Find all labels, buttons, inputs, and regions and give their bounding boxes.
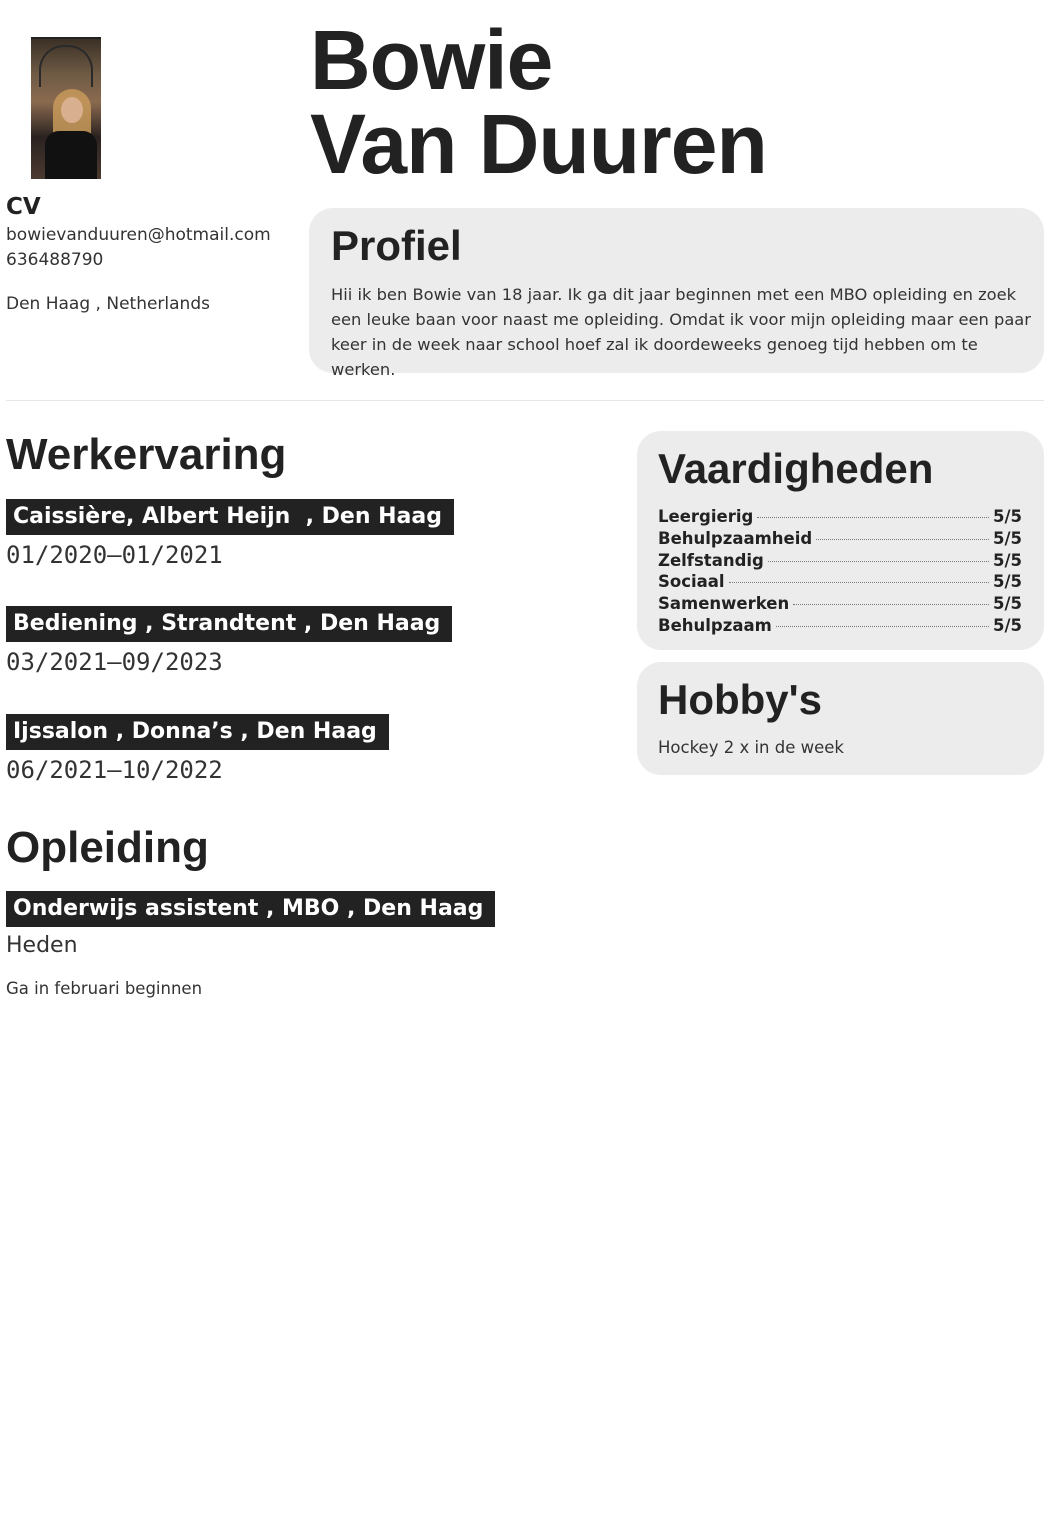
skill-name: Behulpzaam [658,615,772,635]
job-title: Bediening , Strandtent , Den Haag [6,606,452,642]
last-name: Van Duuren [310,97,767,191]
dot-leader [757,517,989,518]
vaardigheden-card [637,431,1044,650]
werkervaring-title: Werkervaring [6,430,287,479]
hobbys-text: Hockey 2 x in de week [658,738,844,757]
job-title: Ijssalon , Donna’s , Den Haag [6,714,389,750]
vaardigheden-title: Vaardigheden [658,445,934,492]
location: Den Haag , Netherlands [6,294,210,314]
education-dates: Heden [6,933,78,958]
skill-name: Samenwerken [658,594,790,614]
phone: 636488790 [6,250,104,270]
first-name: Bowie [310,13,553,107]
skill-row [658,572,1022,594]
education-entry [6,891,495,958]
email: bowievanduuren@hotmail.com [6,225,271,245]
skill-name: Zelfstandig [658,550,764,570]
education-note: Ga in februari beginnen [6,979,203,998]
job-dates: 03/2021–09/2023 [6,648,223,676]
dot-leader [768,561,989,562]
skills-list [658,507,1022,638]
profiel-text: Hii ik ben Bowie van 18 jaar. Ik ga dit jaar beginnen met een MBO opleiding en zoek een leuke baan voor naast me opleiding. Omdat ik voor mijn opleiding maar een paar keer in de week naar school hoef zal ik doordeweeks genoeg tijd hebben om te werken. [331,285,1031,379]
skill-rating: 5/5 [993,594,1022,614]
skill-rating: 5/5 [993,615,1022,635]
job-dates: 01/2020–01/2021 [6,541,223,569]
skill-row [658,507,1022,529]
skill-row [658,594,1022,616]
job-entry [6,606,452,676]
hobbys-title: Hobby's [658,676,823,723]
skill-rating: 5/5 [993,528,1022,548]
skill-row [658,551,1022,573]
profiel-title: Profiel [331,222,462,269]
skill-rating: 5/5 [993,572,1022,592]
profile-photo [31,37,101,179]
dot-leader [816,539,989,540]
skill-row [658,616,1022,638]
job-entry [6,714,389,784]
profiel-card [309,208,1044,379]
skill-name: Leergierig [658,507,754,526]
dot-leader [729,582,989,583]
skill-name: Behulpzaamheid [658,528,813,548]
dot-leader [793,604,989,605]
cv-label: CV [6,194,41,220]
education-title: Onderwijs assistent , MBO , Den Haag [6,891,495,927]
skill-rating: 5/5 [993,507,1022,526]
job-entry [6,499,454,569]
divider [6,400,1044,401]
skill-row [658,529,1022,551]
full-name [310,13,767,191]
skill-rating: 5/5 [993,550,1022,570]
hobbys-card [637,662,1044,775]
job-dates: 06/2021–10/2022 [6,756,223,784]
job-title: Caissière, Albert Heijn , Den Haag [6,499,454,535]
dot-leader [776,626,989,627]
skill-name: Sociaal [658,572,725,592]
opleiding-title: Opleiding [6,823,209,872]
